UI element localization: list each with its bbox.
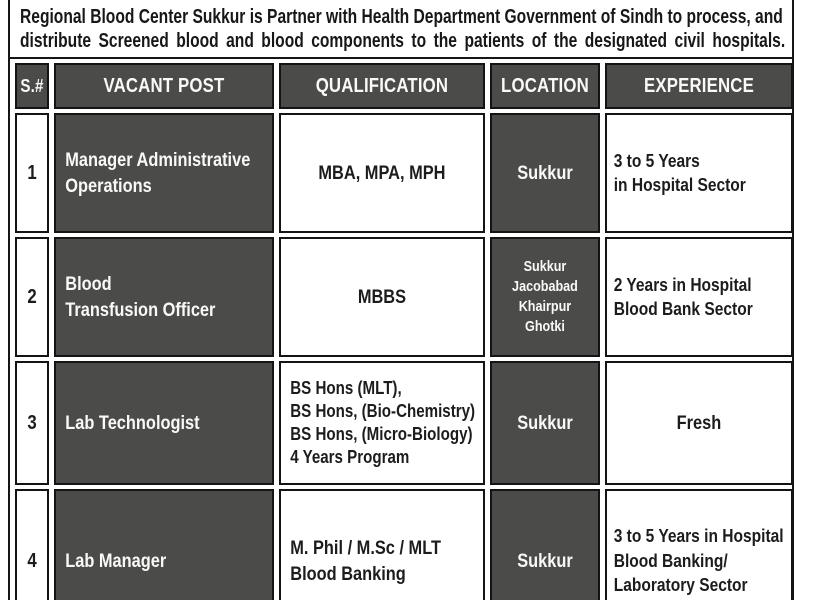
table-row	[15, 361, 793, 485]
qualification-cell: M. Phil / M.Sc / MLT Blood Banking	[279, 489, 485, 600]
location-cell: Sukkur	[490, 489, 600, 600]
table-row	[15, 489, 793, 600]
vacancies-table	[10, 59, 798, 600]
sno-cell: 2	[15, 237, 49, 357]
experience-cell: Fresh	[605, 361, 793, 485]
col-header-sno: S.#	[15, 63, 49, 109]
experience-cell: 2 Years in Hospital Blood Bank Sector	[605, 237, 793, 357]
location-cell: Sukkur	[490, 361, 600, 485]
banner-line-2: distribute Screened blood and blood components to the patients of the designated civil hospitals.	[20, 30, 786, 52]
table-row	[15, 113, 793, 233]
post-cell: Lab Manager	[54, 489, 274, 600]
location-cell: Sukkur Jacobabad Khairpur Ghotki	[490, 237, 600, 357]
header-row	[15, 63, 793, 109]
post-cell: Lab Technologist	[54, 361, 274, 485]
col-header-location: LOCATION	[490, 63, 600, 109]
banner-line-1: Regional Blood Center Sukkur is Partner with Health Department Government of Sindh to process, and	[20, 6, 783, 28]
col-header-qualification: QUALIFICATION	[279, 63, 485, 109]
location-cell: Sukkur	[490, 113, 600, 233]
sno-cell: 1	[15, 113, 49, 233]
table-row	[15, 237, 793, 357]
ad-frame	[8, 0, 794, 600]
banner	[10, 0, 792, 59]
sno-cell: 3	[15, 361, 49, 485]
col-header-vacant-post: VACANT POST	[54, 63, 274, 109]
experience-cell: 3 to 5 Years in Hospital Blood Banking/ Laboratory Sector	[605, 489, 793, 600]
qualification-cell: BS Hons (MLT), BS Hons, (Bio-Chemistry) BS Hons, (Micro-Biology) 4 Years Program	[279, 361, 485, 485]
experience-cell: 3 to 5 Years in Hospital Sector	[605, 113, 793, 233]
qualification-cell: MBBS	[279, 237, 485, 357]
sno-cell: 4	[15, 489, 49, 600]
post-cell: Manager Administrative Operations	[54, 113, 274, 233]
qualification-cell: MBA, MPA, MPH	[279, 113, 485, 233]
post-cell: Blood Transfusion Officer	[54, 237, 274, 357]
col-header-experience: EXPERIENCE	[605, 63, 793, 109]
